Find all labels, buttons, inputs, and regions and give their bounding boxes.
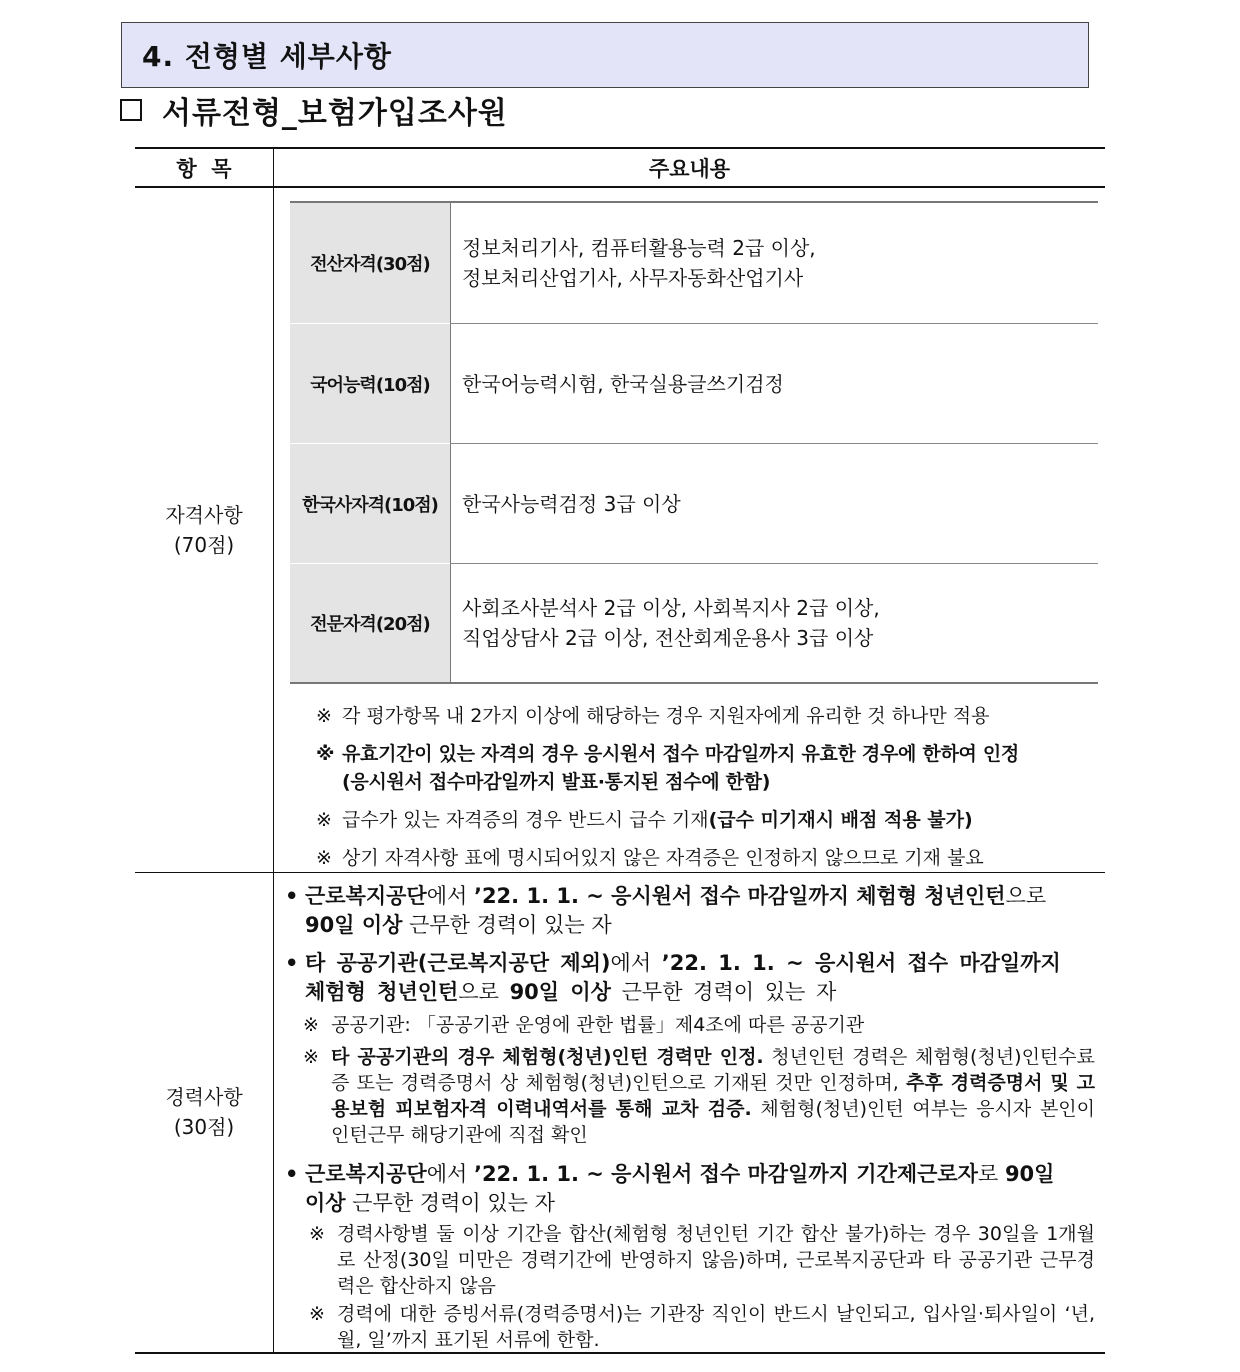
subnote-text: 경력에 대한 증빙서류(경력증명서)는 기관장 직인이 반드시 날인되고, 입사일·퇴사일이 ‘년, 월, 일’까지 표기된 서류에 한함. [337, 1303, 1095, 1351]
subnote-text: 공공기관: 「공공기관 운영에 관한 법률」제4조에 따른 공공기관 [331, 1014, 865, 1036]
note-text: 상기 자격사항 표에 명시되어있지 않은 자격증은 인정하지 않으므로 기재 불요 [342, 847, 984, 869]
qualifications-category [135, 500, 273, 560]
table-row-divider [135, 872, 1105, 873]
section-title: 4. 전형별 세부사항 [142, 40, 392, 73]
qualification-content [462, 203, 1092, 323]
bullet-text-bold: 타 공공기관(근로복지공단 제외) [305, 951, 611, 975]
experience-subnote [309, 1301, 1095, 1353]
header-content: 주요내용 [648, 157, 731, 181]
experience-bullet [285, 949, 1093, 1007]
qualification-line: 한국사능력검정 3급 이상 [462, 491, 681, 516]
qualification-content [462, 564, 1092, 682]
bullet-text-bold: 90일 [1004, 1162, 1055, 1186]
qualification-note [316, 702, 1096, 730]
bullet-text-plain: 근무한 경력이 있는 자 [610, 980, 837, 1004]
qualifications-title: 자격사항 [165, 503, 243, 527]
bullet-text-plain: 에서 [426, 884, 474, 908]
bullet-text-plain: 근무한 경력이 있는 자 [345, 1191, 555, 1215]
bullet-text-bold: 체험형 청년인턴 [305, 980, 459, 1004]
qualification-content [462, 444, 1092, 563]
note-text: 유효기간이 있는 자격의 경우 응시원서 접수 마감일까지 유효한 경우에 한하여 인정 [342, 743, 1019, 765]
qualification-line: 정보처리산업기사, 사무자동화산업기사 [462, 266, 804, 290]
bullet-text-bold: 90일 이상 [305, 913, 403, 937]
note-text-bold: (급수 미기재시 배점 적용 불가) [708, 809, 973, 831]
bullet-text-plain: 근무한 경력이 있는 자 [402, 913, 612, 937]
bullet-text-plain: 으로 [458, 980, 510, 1004]
table-column-divider [273, 149, 274, 1353]
bullet-text [305, 949, 1093, 1007]
qualification-label: 전산자격(30점) [290, 203, 451, 323]
reference-mark: ※ [316, 847, 332, 869]
qualification-label: 전문자격(20점) [290, 564, 451, 682]
qualification-note [316, 806, 1096, 834]
bullet-text [305, 882, 1093, 940]
inner-table-bottom-border [290, 682, 1098, 684]
bullet-icon: • [285, 884, 299, 908]
bullet-text-plain: 로 [977, 1162, 1005, 1186]
reference-mark: ※ [309, 1223, 325, 1245]
bullet-text-bold: ’22. 1. 1. ~ 응시원서 접수 마감일까지 기간제근로자 [473, 1162, 978, 1186]
qualification-table [290, 201, 1098, 684]
experience-bullet [285, 882, 1093, 940]
subnote-text: 경력사항별 둘 이상 기간을 합산(체험형 청년인턴 기간 합산 불가)하는 경우 30일을 1개월로 산정(30일 미만은 경력기간에 반영하지 않음)하며, 근로복지공단과 타 공공기관 근무경력은 합산하지 않음 [337, 1223, 1095, 1297]
subnote-text-bold: 추후 경력증명서 및 고용보험 피보험자격 이력내역서를 통해 교차 검증. [331, 1072, 1096, 1120]
qualification-note [316, 740, 1096, 796]
reference-mark: ※ [316, 809, 332, 831]
qualification-line: 한국어능력시험, 한국실용글쓰기검정 [462, 371, 784, 396]
experience-subnote [303, 1044, 1095, 1148]
qualification-line: 직업상담사 2급 이상, 전산회계운용사 3급 이상 [462, 626, 874, 650]
table-top-border [135, 147, 1105, 149]
qualification-note [316, 844, 1096, 872]
qualification-line: 사회조사분석사 2급 이상, 사회복지사 2급 이상, [462, 596, 880, 620]
bullet-text-bold: 이상 [305, 1191, 346, 1215]
reference-mark: ※ [316, 705, 332, 727]
qualification-row [290, 203, 1098, 323]
bullet-text-plain: 에서 [426, 1162, 474, 1186]
checkbox-square-icon [120, 99, 142, 121]
bullet-text-bold: 근로복지공단 [305, 884, 427, 908]
qualification-row [290, 564, 1098, 682]
note-text: (응시원서 접수마감일까지 발표·통지된 점수에 한함) [342, 771, 771, 793]
subnote-text-plain: 청년인턴 경력은 체험형(청년)인턴수료증 또는 경력증명서 상 체험형(청년)인턴으로 기재된 것만 인정하며, [331, 1046, 1095, 1094]
reference-mark: ※ [303, 1046, 319, 1068]
experience-points: (30점) [173, 1115, 235, 1139]
qualification-row [290, 444, 1098, 563]
reference-mark: ※ [309, 1303, 325, 1325]
subnote-text [331, 1044, 1095, 1148]
experience-category [135, 1082, 273, 1142]
subnote-text-plain: 체험형(청년)인턴 여부는 응시자 본인이 인턴근무 해당기관에 직접 확인 [331, 1098, 1096, 1146]
reference-mark: ※ [303, 1014, 319, 1036]
qualification-label: 국어능력(10점) [290, 324, 451, 443]
bullet-text-plain: 에서 [610, 951, 662, 975]
reference-mark: ※ [316, 743, 335, 765]
subtitle-text: 서류전형_보험가입조사원 [162, 96, 508, 131]
experience-subnote [303, 1012, 1095, 1038]
subnote-text-bold: 타 공공기관의 경우 체험형(청년)인턴 경력만 인정. [331, 1046, 764, 1068]
bullet-icon: • [285, 1162, 299, 1186]
header-item: 항 목 [176, 157, 232, 181]
bullet-text-bold: ’22. 1. 1. ~ 응시원서 접수 마감일까지 체험형 청년인턴 [473, 884, 1006, 908]
note-text: 급수가 있는 자격증의 경우 반드시 급수 기재 [342, 809, 709, 831]
qualification-label: 한국사자격(10점) [290, 444, 451, 563]
bullet-text-bold: 90일 이상 [509, 980, 611, 1004]
bullet-icon: • [285, 951, 299, 975]
qualification-content [462, 324, 1092, 443]
note-text: 각 평가항목 내 2가지 이상에 해당하는 경우 지원자에게 유리한 것 하나만 적용 [342, 705, 990, 727]
table-header-border [135, 186, 1105, 188]
experience-subnote [309, 1221, 1095, 1299]
bullet-text-bold: ’22. 1. 1. ~ 응시원서 접수 마감일까지 [661, 951, 1061, 975]
bullet-text-plain: 으로 [1005, 884, 1047, 908]
qualification-row [290, 324, 1098, 443]
qualification-line: 정보처리기사, 컴퓨터활용능력 2급 이상, [462, 236, 816, 260]
qualifications-points: (70점) [173, 533, 235, 557]
section-header [121, 22, 1089, 88]
bullet-text-bold: 근로복지공단 [305, 1162, 427, 1186]
bullet-text [305, 1160, 1093, 1218]
experience-bullet [285, 1160, 1093, 1218]
subtitle [120, 90, 508, 130]
experience-title: 경력사항 [165, 1085, 243, 1109]
